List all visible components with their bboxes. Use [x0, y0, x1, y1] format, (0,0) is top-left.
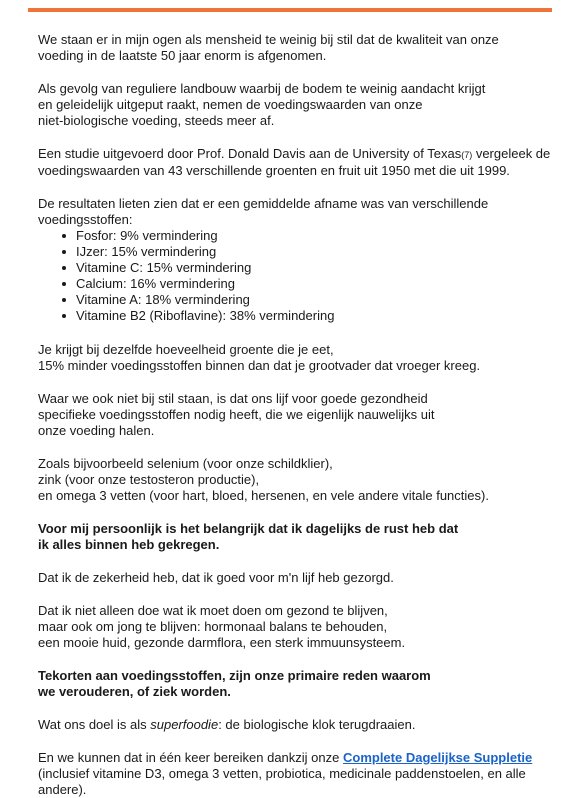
- paragraph-specific-nutrients: Waar we ook niet bij stil staan, is dat ons lijf voor goede gezondheid specifieke voedingsstoffen nodig heeft, die we eigenlijk nauwelijks uit onze voeding halen.: [38, 391, 435, 438]
- study-text-start: Een studie uitgevoerd door Prof. Donald Davis aan de University of Texas: [38, 146, 462, 161]
- paragraph-results: De resultaten lieten zien dat er een gemiddelde afname was van verschillende voedingsstoffen:: [38, 196, 489, 227]
- superfoodie-emphasis: superfoodie: [150, 717, 219, 732]
- list-item: Fosfor: 9% vermindering: [76, 228, 552, 244]
- reference-marker: (7): [461, 150, 473, 160]
- nutrient-decline-list: [38, 228, 552, 324]
- goal-text-end: : de biologische klok terugdraaien.: [218, 717, 416, 732]
- supplement-text-start: En we kunnen dat in één keer bereiken dankzij onze: [38, 750, 343, 765]
- paragraph-intro: We staan er in mijn ogen als mensheid te weinig bij stil dat de kwaliteit van onze voeding in de laatste 50 jaar enorm is afgenomen.: [38, 32, 499, 63]
- study-text-end: vergeleek de voedingswaarden van 43 verschillende groenten en fruit uit 1950 met die uit 1999.: [38, 146, 551, 178]
- paragraph-grandfather: Je krijgt bij dezelfde hoeveelheid groente die je eet, 15% minder voedingsstoffen binnen dan dat je grootvader dat vroeger kreeg.: [38, 342, 481, 373]
- list-item: IJzer: 15% vermindering: [76, 244, 552, 260]
- paragraph-deficiencies-bold: Tekorten aan voedingsstoffen, zijn onze primaire reden waarom we verouderen, of ziek worden.: [38, 668, 431, 699]
- supplement-text-end: (inclusief vitamine D3, omega 3 vetten, probiotica, medicinale paddenstoelen, en alle andere).: [38, 766, 526, 797]
- list-item: Vitamine B2 (Riboflavine): 38% vermindering: [76, 308, 552, 324]
- list-item: Vitamine C: 15% vermindering: [76, 260, 552, 276]
- list-item: Vitamine A: 18% vermindering: [76, 292, 552, 308]
- goal-text-start: Wat ons doel is als: [38, 717, 151, 732]
- list-item: Calcium: 16% vermindering: [76, 276, 552, 292]
- paragraph-study: [38, 146, 552, 179]
- paragraph-examples: Zoals bijvoorbeeld selenium (voor onze schildklier), zink (voor onze testosteron productie), en omega 3 vetten (voor hart, bloed, hersenen, en vele andere vitale functies).: [38, 456, 489, 503]
- paragraph-certainty: Dat ik de zekerheid heb, dat ik goed voor m'n lijf heb gezorgd.: [38, 570, 394, 585]
- accent-top-bar: [28, 8, 552, 12]
- paragraph-supplement: [38, 750, 552, 798]
- paragraph-personal-bold: Voor mij persoonlijk is het belangrijk dat ik dagelijks de rust heb dat ik alles binnen heb gekregen.: [38, 521, 459, 552]
- paragraph-goal: [38, 717, 552, 733]
- paragraph-stay-young: Dat ik niet alleen doe wat ik moet doen om gezond te blijven, maar ook om jong te blijven: hormonaal balans te behouden, een mooie huid, gezonde darmflora, een sterk immuunsysteem.: [38, 603, 406, 650]
- article-body: [38, 32, 552, 798]
- complete-supplement-link[interactable]: Complete Dagelijkse Suppletie: [342, 750, 533, 765]
- paragraph-agriculture: Als gevolg van reguliere landbouw waarbij de bodem te weinig aandacht krijgt en geleidelijk uitgeput raakt, nemen de voedingswaarden van onze niet-biologische voeding, steeds meer af.: [38, 81, 486, 128]
